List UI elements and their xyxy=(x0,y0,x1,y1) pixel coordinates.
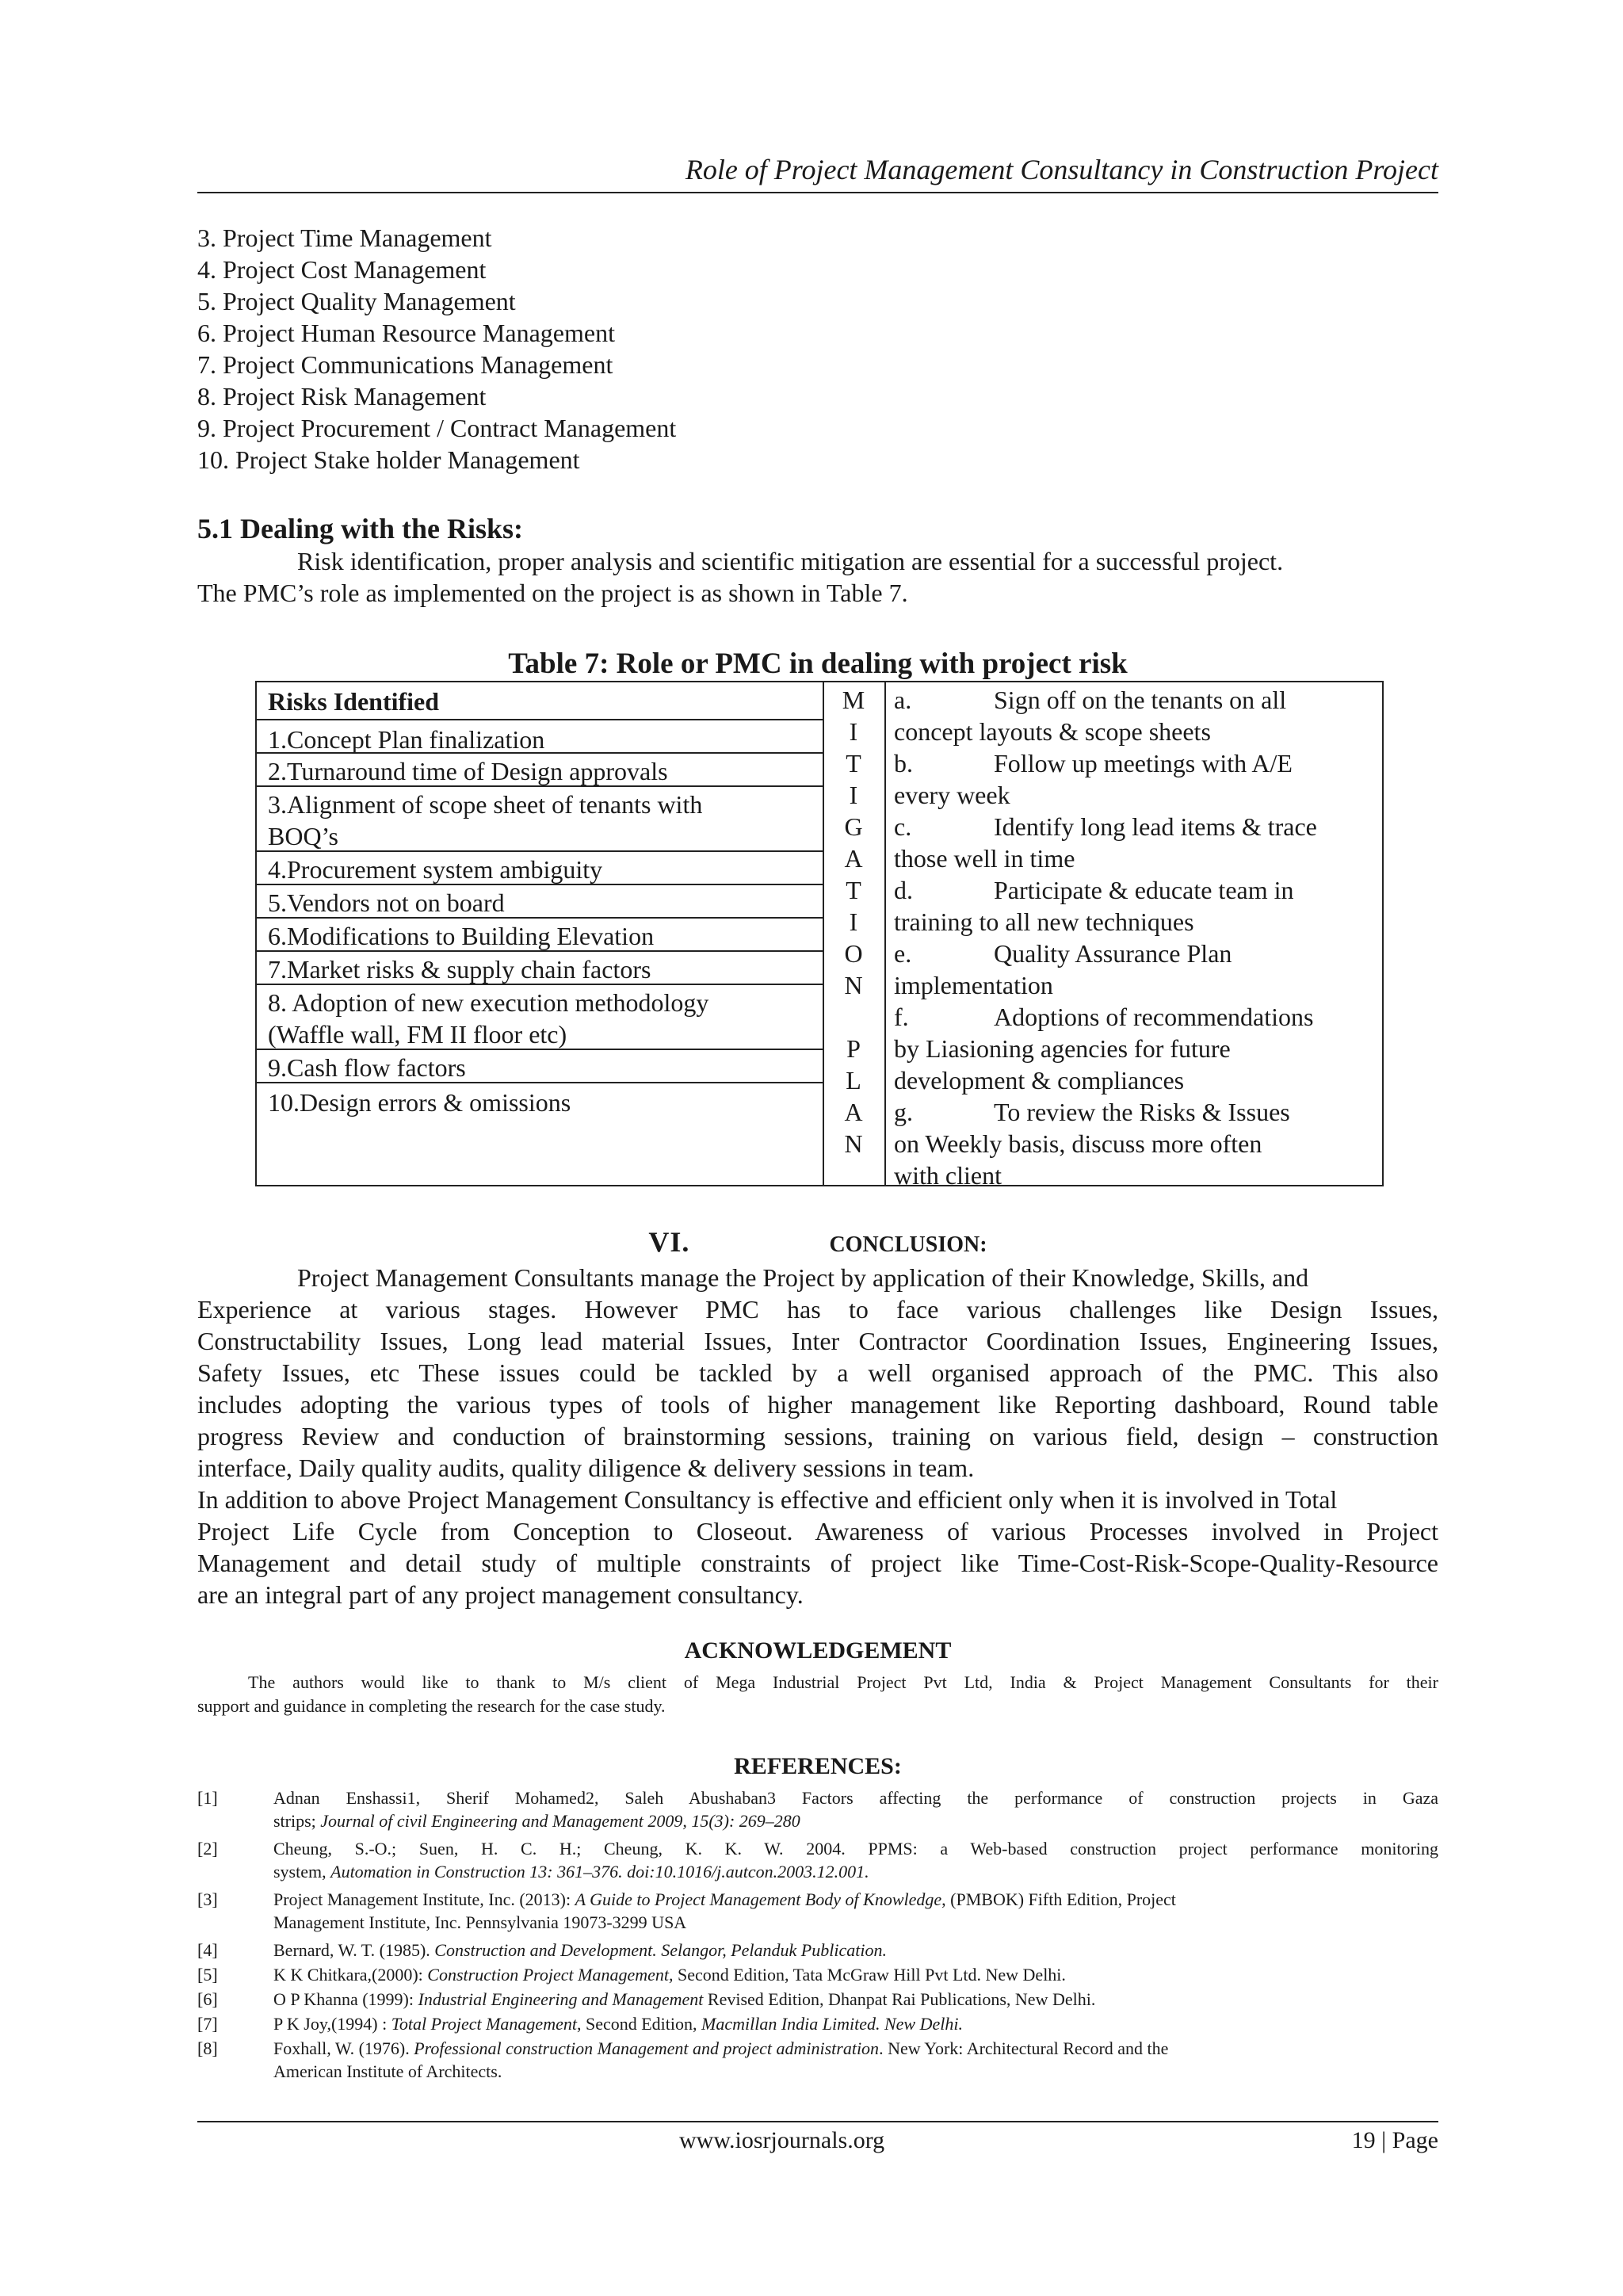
reference-line: American Institute of Architects. xyxy=(273,2061,502,2081)
reference-book-title: Total Project Management xyxy=(391,2014,577,2034)
reference-text: Bernard, W. T. (1985). xyxy=(273,1940,435,1960)
reference-line xyxy=(273,1809,1438,1832)
table-cell-risk: BOQ’s xyxy=(268,822,338,850)
action-key: d. xyxy=(894,876,913,904)
mitigation-letter: G xyxy=(844,812,863,841)
conclusion-line: In addition to above Project Management Consultancy is effective and efficient only when it is involved in Total xyxy=(197,1485,1338,1514)
reference-item xyxy=(197,1939,1438,1962)
table-header-risks: Risks Identified xyxy=(268,687,440,716)
conclusion-line: Project Life Cycle from Conception to Closeout. Awareness of various Processes involved in Project xyxy=(197,1517,1438,1545)
acknowledgement-line: The authors would like to thank to M/s client of Mega Industrial Project Pvt Ltd, India & Project Management Consultants for their xyxy=(248,1672,1438,1692)
table-cell-risk: 4.Procurement system ambiguity xyxy=(268,855,603,884)
action-text: training to all new techniques xyxy=(894,907,1194,936)
action-line xyxy=(894,1096,1290,1128)
action-line xyxy=(894,906,1194,938)
list-item: 6. Project Human Resource Management xyxy=(197,319,615,347)
section-number: VI. xyxy=(648,1226,690,1258)
reference-text: . New York: Architectural Record and the xyxy=(879,2038,1169,2058)
mitigation-letter: L xyxy=(846,1066,861,1095)
section-heading: 5.1 Dealing with the Risks: xyxy=(197,513,524,544)
list-item: 7. Project Communications Management xyxy=(197,350,613,379)
action-line xyxy=(894,874,1294,906)
reference-number: [7] xyxy=(197,2014,218,2034)
reference-line xyxy=(273,1888,1438,1911)
conclusion-line: includes adopting the various types of tools of higher management like Reporting dashboard, Round table xyxy=(197,1390,1438,1419)
table-cell-risk: 8. Adoption of new execution methodology xyxy=(268,988,709,1017)
reference-text: strips; xyxy=(273,1811,321,1831)
acknowledgement-title: ACKNOWLEDGEMENT xyxy=(684,1637,952,1664)
reference-item xyxy=(197,2037,1438,2084)
table-divider xyxy=(884,682,886,1185)
reference-line xyxy=(273,2037,1438,2060)
reference-item xyxy=(197,1786,1438,1834)
section-paragraph-line: The PMC’s role as implemented on the project is as shown in Table 7. xyxy=(197,579,908,607)
reference-text: O P Khanna (1999): xyxy=(273,1989,418,2009)
action-key: f. xyxy=(894,1003,909,1031)
reference-text: P K Joy,(1994) : xyxy=(273,2014,391,2034)
reference-line xyxy=(273,1988,1438,2011)
mitigation-letter: T xyxy=(846,749,861,777)
mitigation-letter: A xyxy=(844,844,863,873)
action-text: by Liasioning agencies for future xyxy=(894,1034,1231,1063)
list-item: 9. Project Procurement / Contract Management xyxy=(197,414,677,442)
mitigation-letter: I xyxy=(849,781,858,809)
table-cell-risk: 9.Cash flow factors xyxy=(268,1053,466,1082)
conclusion-line: are an integral part of any project management consultancy. xyxy=(197,1580,804,1609)
reference-text: , Second Edition, xyxy=(576,2014,701,2034)
action-line xyxy=(894,938,1232,969)
table-cell-risk: 5.Vendors not on board xyxy=(268,888,505,917)
reference-journal: Journal of civil Engineering and Management 2009, 15(3): 269–280 xyxy=(320,1811,800,1831)
table-cell-risk: 7.Market risks & supply chain factors xyxy=(268,955,651,984)
reference-text: Revised Edition, Dhanpat Rai Publications, New Delhi. xyxy=(703,1989,1096,2009)
action-text: development & compliances xyxy=(894,1066,1185,1095)
action-line xyxy=(894,1159,1002,1191)
reference-line xyxy=(273,2012,1438,2035)
action-key: c. xyxy=(894,812,912,841)
page-footer xyxy=(197,2121,1438,2164)
table-cell-risk: 1.Concept Plan finalization xyxy=(268,725,545,754)
reference-text: system, xyxy=(273,1862,331,1881)
table-caption: Table 7: Role or PMC in dealing with project risk xyxy=(508,648,1128,680)
action-key: g. xyxy=(894,1098,913,1126)
list-item: 10. Project Stake holder Management xyxy=(197,445,580,474)
table-cell-risk: 10.Design errors & omissions xyxy=(268,1088,571,1117)
footer-site: www.iosrjournals.org xyxy=(679,2127,885,2153)
action-text: Follow up meetings with A/E xyxy=(994,749,1293,777)
footer-page-number: 19 | Page xyxy=(1351,2127,1438,2153)
reference-publisher: Macmillan India Limited. New Delhi. xyxy=(701,2014,963,2034)
section-title: CONCLUSION: xyxy=(829,1232,987,1257)
action-text: Sign off on the tenants on all xyxy=(994,686,1287,714)
action-line xyxy=(894,684,1286,716)
mitigation-letter: N xyxy=(844,1129,863,1158)
conclusion-line: Constructability Issues, Long lead material Issues, Inter Contractor Coordination Issues, Engineering Issues, xyxy=(197,1327,1438,1355)
mitigation-letter: O xyxy=(844,939,863,968)
reference-book-title: Construction Project Management, xyxy=(427,1965,674,1985)
table-row-line xyxy=(257,850,823,852)
reference-text: , (PMBOK) Fifth Edition, Project xyxy=(941,1889,1176,1909)
reference-line: Management Institute, Inc. Pennsylvania 19073-3299 USA xyxy=(273,1912,687,1932)
action-line xyxy=(894,842,1075,874)
reference-number: [2] xyxy=(197,1839,218,1859)
mitigation-letter: P xyxy=(846,1034,861,1063)
conclusion-line: progress Review and conduction of brainstorming sessions, training on various field, design – construction xyxy=(197,1422,1438,1450)
table-cell-risk: 2.Turnaround time of Design approvals xyxy=(268,757,668,785)
action-text: concept layouts & scope sheets xyxy=(894,717,1211,746)
reference-book-title: Industrial Engineering and Management xyxy=(418,1989,704,2009)
reference-text: Foxhall, W. (1976). xyxy=(273,2038,414,2058)
reference-item xyxy=(197,1888,1438,1935)
table-cell-risk: (Waffle wall, FM II floor etc) xyxy=(268,1020,567,1049)
reference-number: [1] xyxy=(197,1788,218,1808)
mitigation-letter: M xyxy=(842,686,865,714)
action-line xyxy=(894,1128,1262,1159)
reference-line xyxy=(273,1860,1438,1883)
reference-item xyxy=(197,2012,1438,2036)
conclusion-line: Safety Issues, etc These issues could be tackled by a well organised approach of the PMC. This also xyxy=(197,1358,1438,1387)
reference-text: Second Edition, Tata McGraw Hill Pvt Ltd. New Delhi. xyxy=(673,1965,1066,1985)
reference-line xyxy=(273,1939,1438,1962)
references-title: REFERENCES: xyxy=(734,1753,902,1779)
action-line xyxy=(894,779,1010,811)
action-text: Adoptions of recommendations xyxy=(994,1003,1314,1031)
action-text: every week xyxy=(894,781,1010,809)
reference-line: Adnan Enshassi1, Sherif Mohamed2, Saleh Abushaban3 Factors affecting the performance of construction projects in Gaza xyxy=(273,1788,1438,1808)
action-text: Quality Assurance Plan xyxy=(994,939,1232,968)
reference-journal: Automation in Construction 13: 361–376. doi:10.1016/j.autcon.2003.12.001. xyxy=(330,1862,869,1881)
list-item: 4. Project Cost Management xyxy=(197,255,487,284)
action-line xyxy=(894,811,1317,842)
reference-text: Project Management Institute, Inc. (2013): xyxy=(273,1889,575,1909)
list-item: 5. Project Quality Management xyxy=(197,287,516,315)
mitigation-letter: A xyxy=(844,1098,863,1126)
action-key: b. xyxy=(894,749,913,777)
list-item: 8. Project Risk Management xyxy=(197,382,487,411)
reference-number: [5] xyxy=(197,1965,218,1985)
reference-item xyxy=(197,1963,1438,1987)
action-line xyxy=(894,1064,1184,1096)
running-header-title: Role of Project Management Consultancy in Construction Project xyxy=(685,154,1438,185)
conclusion-line: interface, Daily quality audits, quality diligence & delivery sessions in team. xyxy=(197,1454,975,1482)
reference-line xyxy=(273,1963,1438,1986)
reference-number: [4] xyxy=(197,1940,218,1960)
section-paragraph-line: Risk identification, proper analysis and scientific mitigation are essential for a successful project. xyxy=(297,547,1284,575)
mitigation-letter: N xyxy=(844,971,863,999)
action-line xyxy=(894,1001,1313,1033)
reference-book-title: Professional construction Management and project administration xyxy=(414,2038,880,2058)
action-line xyxy=(894,716,1211,747)
reference-number: [8] xyxy=(197,2038,218,2058)
reference-number: [6] xyxy=(197,1989,218,2009)
reference-item xyxy=(197,1837,1438,1885)
mitigation-letter: T xyxy=(846,876,861,904)
knowledge-areas-list xyxy=(197,222,676,476)
conclusion-line: Management and detail study of multiple constraints of project like Time-Cost-Risk-Scope-Quality-Resource xyxy=(197,1549,1438,1577)
table-row-line xyxy=(257,719,823,720)
table-cell-risk: 6.Modifications to Building Elevation xyxy=(268,922,655,950)
conclusion-heading xyxy=(197,1225,1438,1259)
reference-book-title: A Guide to Project Management Body of Knowledge xyxy=(575,1889,942,1909)
action-text: To review the Risks & Issues xyxy=(994,1098,1290,1126)
action-key: a. xyxy=(894,686,912,714)
action-line xyxy=(894,1033,1231,1064)
action-text: Participate & educate team in xyxy=(994,876,1294,904)
action-text: Identify long lead items & trace xyxy=(994,812,1317,841)
action-line xyxy=(894,969,1053,1001)
reference-line: Cheung, S.-O.; Suen, H. C. H.; Cheung, K. K. W. 2004. PPMS: a Web-based construction project performance monitoring xyxy=(273,1839,1438,1859)
action-text: on Weekly basis, discuss more often xyxy=(894,1129,1262,1158)
reference-item xyxy=(197,1988,1438,2011)
conclusion-line: Project Management Consultants manage the Project by application of their Knowledge, Skills, and xyxy=(297,1263,1309,1292)
action-line xyxy=(894,747,1293,779)
reference-number: [3] xyxy=(197,1889,218,1909)
action-text: implementation xyxy=(894,971,1053,999)
mitigation-letter: I xyxy=(849,717,858,746)
reference-book-title: Construction and Development. Selangor, Pelanduk Publication. xyxy=(434,1940,887,1960)
reference-text: K K Chitkara,(2000): xyxy=(273,1965,428,1985)
mitigation-letter: I xyxy=(849,907,858,936)
action-text: those well in time xyxy=(894,844,1075,873)
action-key: e. xyxy=(894,939,912,968)
table-cell-risk: 3.Alignment of scope sheet of tenants with xyxy=(268,790,703,819)
risk-table xyxy=(255,681,1384,1190)
action-text: with client xyxy=(894,1161,1002,1190)
conclusion-line: Experience at various stages. However PMC has to face various challenges like Design Issues, xyxy=(197,1295,1438,1324)
list-item: 3. Project Time Management xyxy=(197,223,492,252)
acknowledgement-line: support and guidance in completing the research for the case study. xyxy=(197,1696,666,1716)
running-header xyxy=(197,151,1438,193)
